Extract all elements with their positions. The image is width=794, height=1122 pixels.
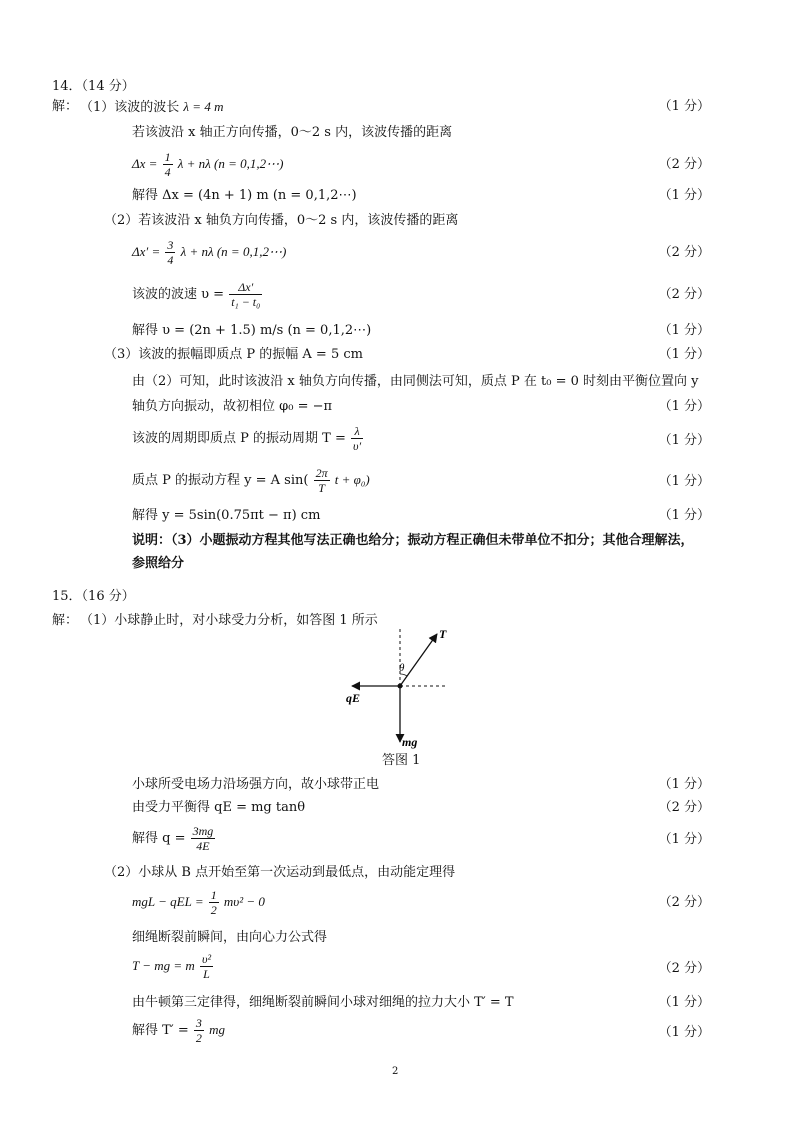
q15-l2: 小球所受电场力沿场强方向，故小球带正电: [132, 777, 380, 792]
q14-solution-prefix: 解：: [52, 99, 79, 114]
q14-l13-rest: t + φ₀): [334, 472, 370, 487]
q14-l4-score: （1 分）: [658, 188, 710, 203]
q15-l6-rest: mυ² − 0: [223, 894, 265, 909]
q14-l6-score: （2 分）: [658, 245, 710, 260]
q15-l2-score: （1 分）: [658, 777, 710, 792]
q14-l2: 若该波沿 x 轴正方向传播，0～2 s 内，该波传播的距离: [132, 125, 453, 140]
q14-l6-num: 3: [167, 238, 174, 252]
label-T: T: [439, 627, 447, 641]
label-theta: θ: [399, 662, 405, 674]
q15-l4-text: 解得 q =: [132, 831, 186, 846]
q15-l8-den: L: [203, 967, 210, 981]
q14-note-line1: 说明：（3）小题振动方程其他写法正确也给分；振动方程正确但未带单位不扣分；其他合理解法，: [132, 533, 694, 548]
q14-l8: 解得 υ = (2n + 1.5) m/s (n = 0,1,2⋯): [132, 323, 372, 338]
q15-l10-den: 2: [195, 1031, 202, 1045]
q14-l6-equation: [132, 238, 286, 266]
q15-l10-num: 3: [195, 1016, 202, 1030]
q15-l6-num: 1: [210, 888, 217, 902]
q15-l8-num: υ²: [201, 952, 212, 966]
q15-l4-fraction: [191, 824, 216, 853]
q14-l13-equation: [132, 466, 370, 496]
q15-l8-fraction: [200, 952, 213, 981]
q15-l6-equation: [132, 888, 265, 918]
q14-l7-fraction: [229, 280, 262, 309]
q14-l12-text: 该波的周期即质点 P 的振动周期 T =: [132, 431, 346, 446]
q14-l12-den: υ′: [352, 439, 362, 453]
q14-l12-equation: [132, 424, 364, 456]
q15-l9-score: （1 分）: [658, 995, 710, 1010]
q14-l8-score: （1 分）: [658, 323, 710, 338]
q14-part1-math: λ = 4 m: [183, 99, 224, 114]
q14-l3-score: （2 分）: [658, 157, 710, 172]
q14-l3-fraction: [163, 150, 173, 179]
q14-l9-score: （1 分）: [658, 347, 710, 362]
q14-l5: （2）若该波沿 x 轴负方向传播，0～2 s 内，该波传播的距离: [104, 213, 459, 228]
q14-l3-num: 1: [164, 150, 171, 164]
q14-l11-score: （1 分）: [658, 399, 710, 414]
q14-l7-num: Δx′: [229, 280, 262, 295]
q14-l9: （3）该波的振幅即质点 P 的振幅 A = 5 cm: [104, 347, 363, 362]
q15-l6-den: 2: [210, 903, 217, 917]
q14-note-line2: 参照给分: [132, 556, 185, 571]
q14-l6-den: 4: [167, 253, 174, 267]
figure-caption: 答图 1: [382, 753, 421, 768]
q14-l12-num: λ: [351, 424, 363, 439]
tension-arrow: [400, 634, 437, 686]
q14-l7-den: t₁ − t₀: [231, 295, 261, 309]
ball-point: [398, 684, 403, 689]
q14-l3-den: 4: [164, 165, 171, 179]
q15-l3: 由受力平衡得 qE = mg tanθ: [132, 800, 306, 815]
q15-l4-num: 3mg: [192, 824, 214, 838]
q15-l5: （2）小球从 B 点开始至第一次运动到最低点，由动能定理得: [104, 865, 456, 880]
q14-l14-score: （1 分）: [658, 508, 710, 523]
label-mg: mg: [402, 735, 418, 749]
q15-l1: （1）小球静止时，对小球受力分析，如答图 1 所示: [80, 613, 378, 628]
q15-l10-rest: mg: [209, 1022, 225, 1037]
q14-l13-fraction: [314, 466, 330, 495]
q14-l6-fraction: [165, 238, 175, 267]
q15-l8-equation: [132, 952, 214, 984]
q14-l13-score: （1 分）: [658, 474, 710, 489]
q15-l3-score: （2 分）: [658, 800, 710, 815]
q14-l4: 解得 Δx = (4n + 1) m (n = 0,1,2⋯): [132, 188, 357, 203]
q14-l3-lhs: Δx =: [132, 156, 158, 171]
q14-part1-wavelength: [80, 98, 223, 117]
q14-l10: 由（2）可知，此时该波沿 x 轴负方向传播，由同侧法可知，质点 P 在 t₀ = 0 时刻由平衡位置向 y: [132, 374, 699, 389]
q15-l10-fraction: [194, 1016, 204, 1045]
q14-l7-equation: [132, 280, 263, 310]
q14-l11: 轴负方向振动，故初相位 φ₀ = −π: [132, 399, 333, 414]
page-number: 2: [392, 1066, 399, 1077]
q14-header: 14．（14 分）: [52, 79, 135, 94]
q15-l6-fraction: [209, 888, 219, 917]
q15-solution-prefix: 解：: [52, 613, 79, 628]
q14-l12-fraction: [351, 424, 363, 453]
q15-l10-equation: [132, 1016, 225, 1048]
q15-l6-text: mgL − qEL =: [132, 894, 204, 909]
q15-l10-text: 解得 T′ =: [132, 1023, 189, 1038]
force-diagram: [330, 624, 460, 764]
q15-l10-score: （1 分）: [658, 1025, 710, 1040]
q14-l12-score: （1 分）: [658, 433, 710, 448]
q15-l6-score: （2 分）: [658, 895, 710, 910]
label-qE: qE: [346, 691, 361, 705]
q14-l13-den: T: [318, 481, 325, 495]
q14-part1-text: （1）该波的波长: [80, 100, 180, 115]
q15-l9: 由牛顿第三定律得，细绳断裂前瞬间小球对细绳的拉力大小 T′ = T: [132, 995, 514, 1010]
q14-l6-rest: λ + nλ (n = 0,1,2⋯): [180, 244, 287, 259]
q14-l13-num: 2π: [315, 466, 328, 480]
q14-l13-text: 质点 P 的振动方程 y = A sin(: [132, 473, 309, 488]
q15-l8-text: T − mg = m: [132, 958, 195, 973]
theta-arc: [400, 674, 407, 676]
q14-l14: 解得 y = 5sin(0.75πt − π) cm: [132, 508, 321, 523]
q15-l4-den: 4E: [196, 839, 210, 853]
q14-l6-lhs: Δx′ =: [132, 244, 161, 259]
q14-l1-score: （1 分）: [658, 99, 710, 114]
q15-l4-score: （1 分）: [658, 832, 710, 847]
q14-l3-rest: λ + nλ (n = 0,1,2⋯): [177, 156, 284, 171]
q15-l4-equation: [132, 824, 216, 856]
q15-l7: 细绳断裂前瞬间，由向心力公式得: [132, 930, 328, 945]
q14-l3-equation: [132, 150, 283, 178]
q15-l8-score: （2 分）: [658, 961, 710, 976]
q15-header: 15．（16 分）: [52, 589, 135, 604]
q14-l7-text: 该波的波速 υ =: [132, 287, 225, 302]
q14-l7-score: （2 分）: [658, 287, 710, 302]
